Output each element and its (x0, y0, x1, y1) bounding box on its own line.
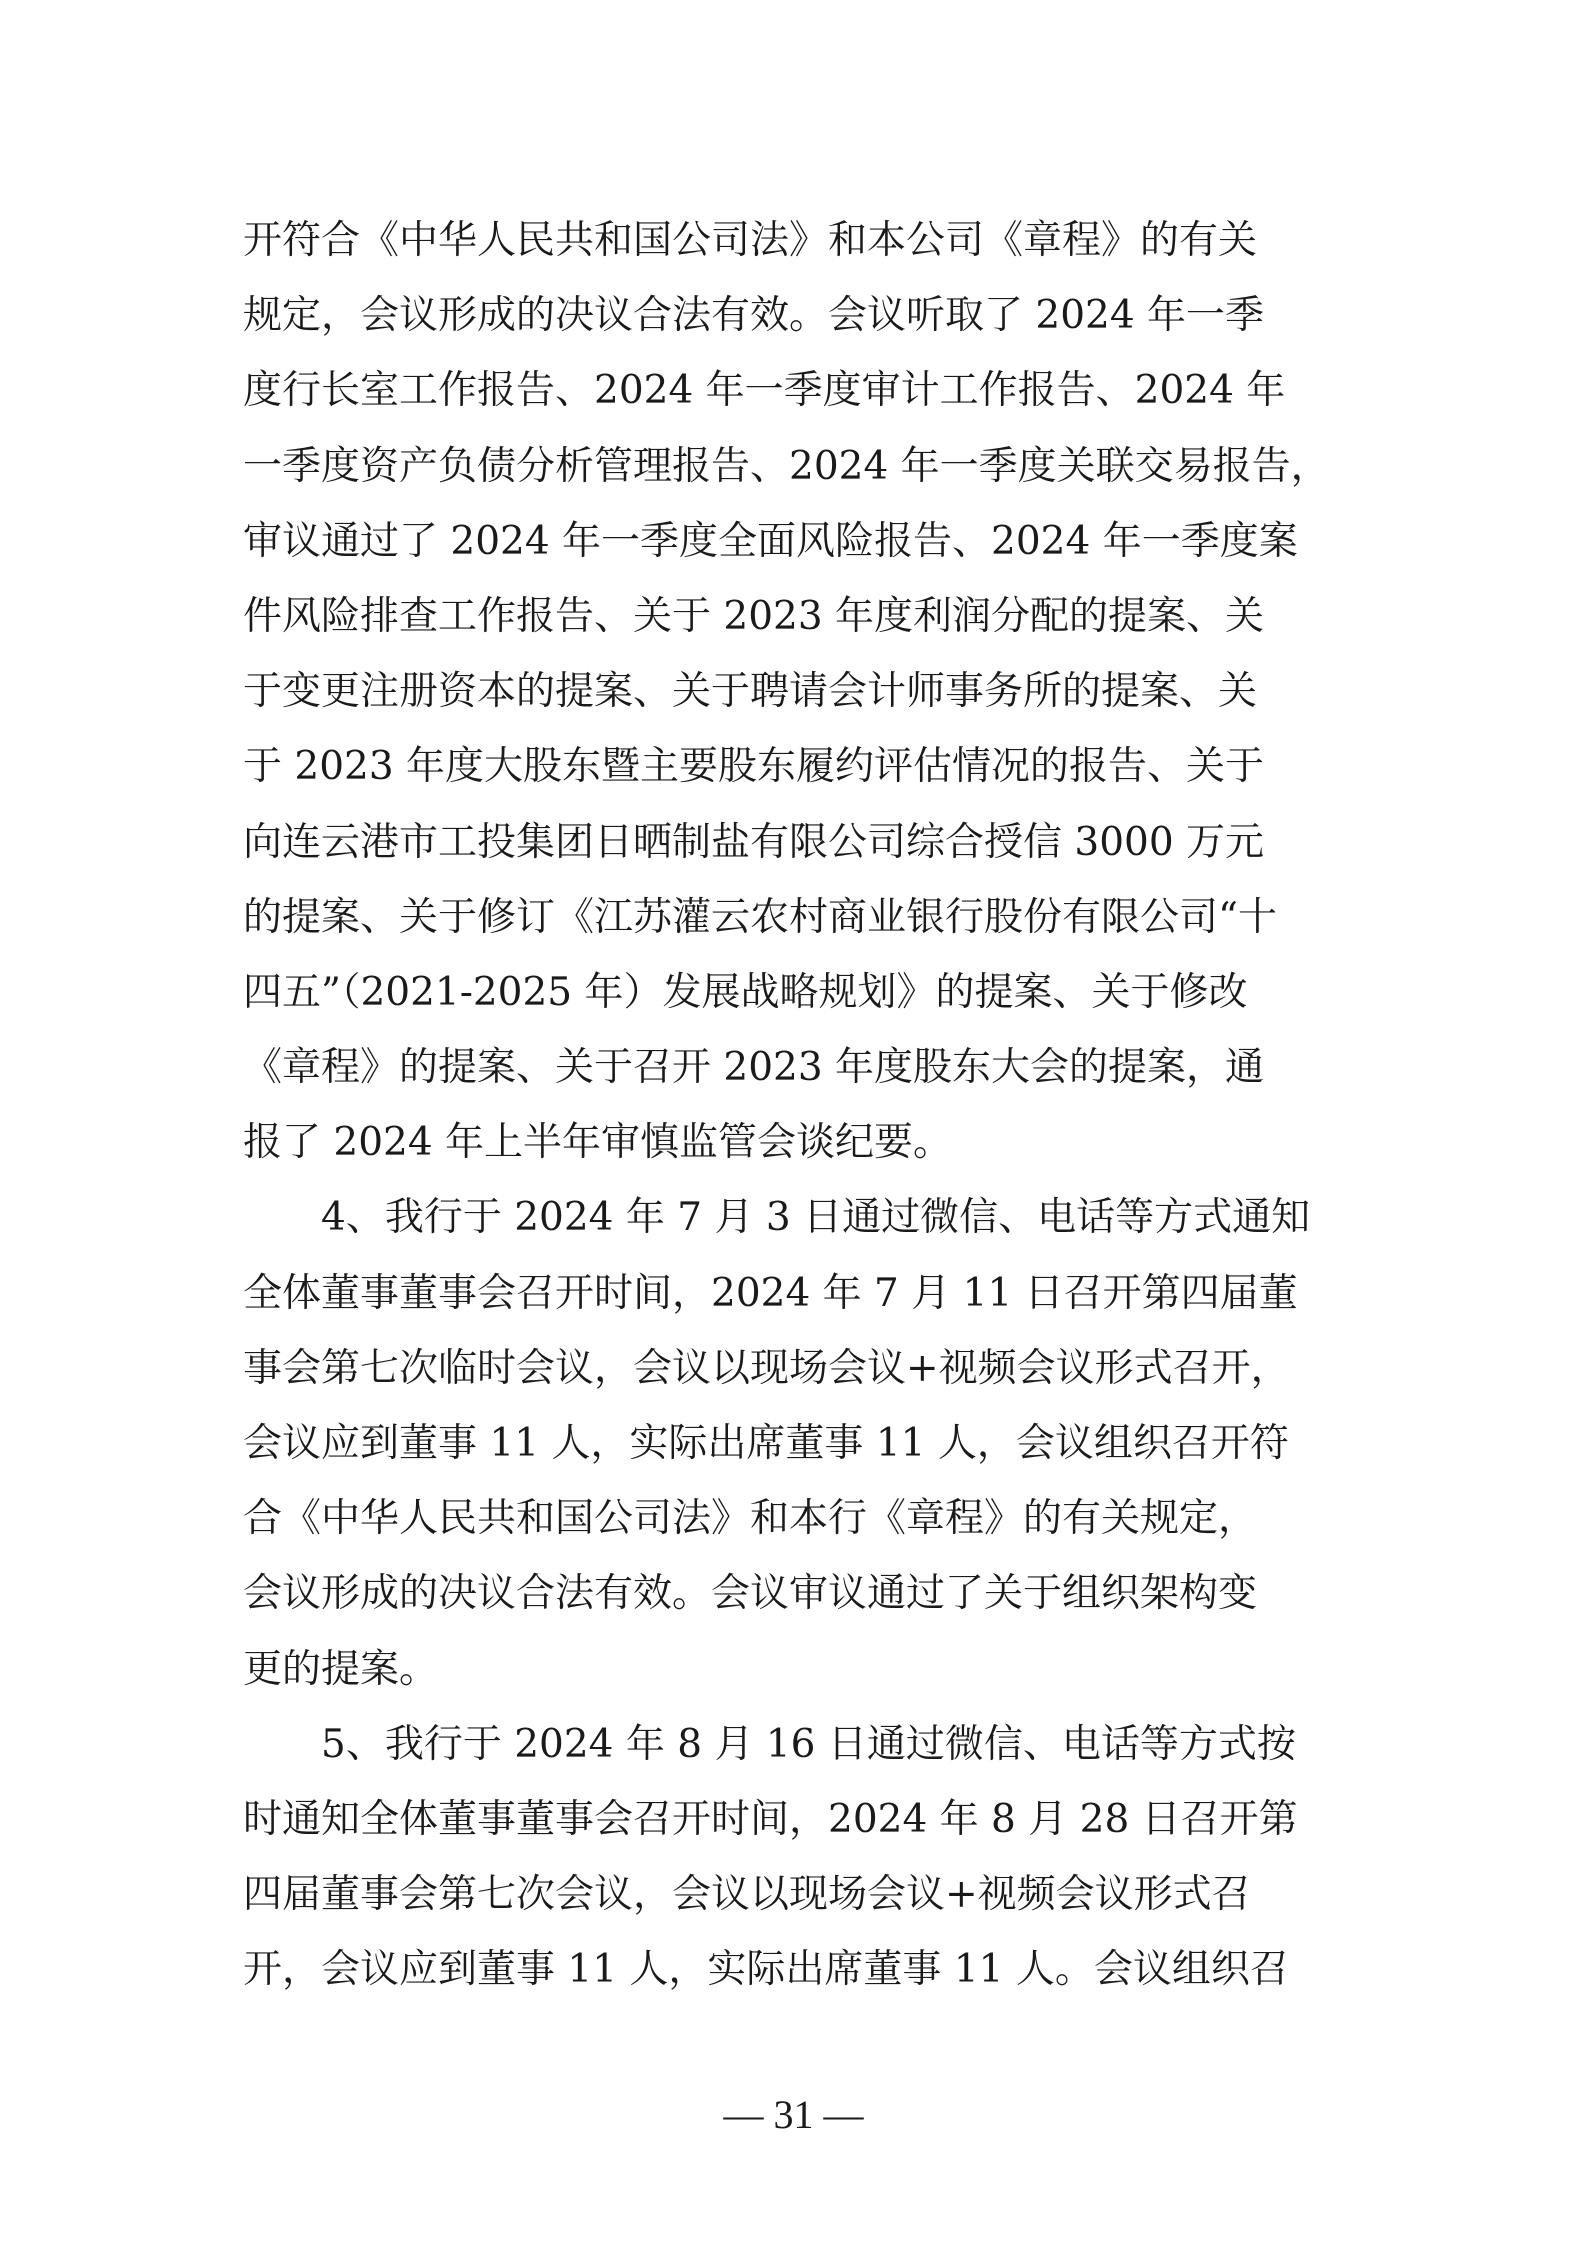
text-line: 一季度资产负债分析管理报告、2024 年一季度关联交易报告， (243, 443, 1330, 489)
text-line: 报了 2024 年上半年审慎监管会谈纪要。 (243, 1120, 953, 1166)
text-line: 全体董事董事会召开时间，2024 年 7 月 11 日召开第四届董 (243, 1270, 1298, 1316)
text-line: 四五”（2021-2025 年）发展战略规划》的提案、关于修改 (243, 969, 1248, 1015)
text-line: 于 2023 年度大股东暨主要股东履约评估情况的报告、关于 (243, 744, 1265, 790)
page-number: — 31 — (723, 2092, 864, 2137)
text-line: 的提案、关于修订《江苏灌云农村商业银行股份有限公司“十 (243, 894, 1277, 940)
text-line: 规定，会议形成的决议合法有效。会议听取了 2024 年一季 (243, 293, 1265, 339)
text-line: 5、我行于 2024 年 8 月 16 日通过微信、电话等方式按 (243, 1721, 1296, 1767)
text-line: 件风险排查工作报告、关于 2023 年度利润分配的提案、关 (243, 593, 1265, 639)
text-line: 合《中华人民共和国公司法》和本行《章程》的有关规定， (243, 1496, 1258, 1542)
text-line: 时通知全体董事董事会召开时间，2024 年 8 月 28 日召开第 (243, 1796, 1298, 1842)
text-line: 度行长室工作报告、2024 年一季度审计工作报告、2024 年 (243, 368, 1286, 414)
text-line: 事会第七次临时会议，会议以现场会议+视频会议形式召开， (243, 1345, 1290, 1391)
text-line: 更的提案。 (243, 1646, 439, 1692)
text-line: 向连云港市工投集团日晒制盐有限公司综合授信 3000 万元 (243, 819, 1265, 865)
text-line: 四届董事会第七次会议，会议以现场会议+视频会议形式召 (243, 1872, 1251, 1918)
text-line: 开，会议应到董事 11 人，实际出席董事 11 人。会议组织召 (243, 1947, 1289, 1993)
text-line: 《章程》的提案、关于召开 2023 年度股东大会的提案，通 (243, 1045, 1265, 1091)
text-line: 于变更注册资本的提案、关于聘请会计师事务所的提案、关 (243, 669, 1258, 715)
text-line: 会议形成的决议合法有效。会议审议通过了关于组织架构变 (243, 1571, 1258, 1617)
text-line: 会议应到董事 11 人，实际出席董事 11 人，会议组织召开符 (243, 1421, 1289, 1466)
text-line: 开符合《中华人民共和国公司法》和本公司《章程》的有关 (243, 218, 1258, 263)
text-line: 审议通过了 2024 年一季度全面风险报告、2024 年一季度案 (243, 518, 1298, 564)
text-line: 4、我行于 2024 年 7 月 3 日通过微信、电话等方式通知 (243, 1195, 1311, 1241)
body-text (243, 203, 1353, 2008)
